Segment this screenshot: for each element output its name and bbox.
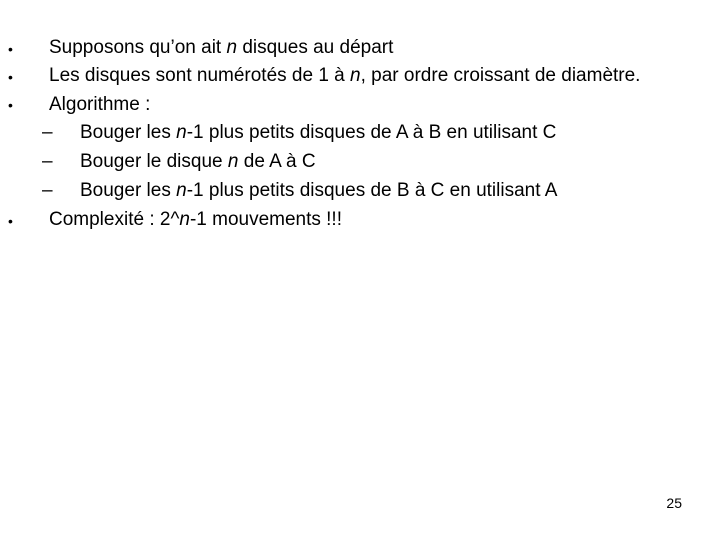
variable-n: n [226,37,238,58]
algorithm-step-1 [80,122,556,144]
text-segment: Bouger les [80,122,177,143]
bullet-text-algorithm: Algorithme : [49,94,151,115]
text-segment: , par ordre croissant de diamètre. [360,65,641,86]
bullet-text-complexity [49,209,342,231]
bullet-marker: • [8,69,13,85]
sub-bullet-marker: – [42,151,53,172]
sub-bullet-marker: – [42,122,53,143]
text-segment: Supposons qu’on ait [49,37,227,58]
text-segment: Complexité : 2^ [49,209,180,230]
text-segment: -1 plus petits disques de B à C en utilisant A [186,180,558,201]
bullet-text-disk-numbering [49,65,640,87]
bullet-marker: • [8,213,13,229]
text-segment: -1 mouvements !!! [189,209,342,230]
text-segment: disques au départ [237,37,394,58]
variable-n: n [176,122,187,143]
bullet-text-initial-disks [49,37,393,59]
sub-bullet-marker: – [42,180,53,201]
text-segment: de A à C [238,151,316,172]
variable-n: n [350,65,361,86]
algorithm-step-2 [80,151,316,173]
variable-n: n [176,180,187,201]
variable-n: n [227,151,239,172]
text-segment: Les disques sont numérotés de 1 à [49,65,351,86]
text-segment: Bouger les [80,180,177,201]
bullet-marker: • [8,97,13,113]
algorithm-step-3 [80,180,557,202]
page-number: 25 [666,495,682,511]
variable-n: n [179,209,190,230]
text-segment: Bouger le disque [80,151,228,172]
bullet-marker: • [8,41,13,57]
text-segment: -1 plus petits disques de A à B en utilisant C [186,122,557,143]
